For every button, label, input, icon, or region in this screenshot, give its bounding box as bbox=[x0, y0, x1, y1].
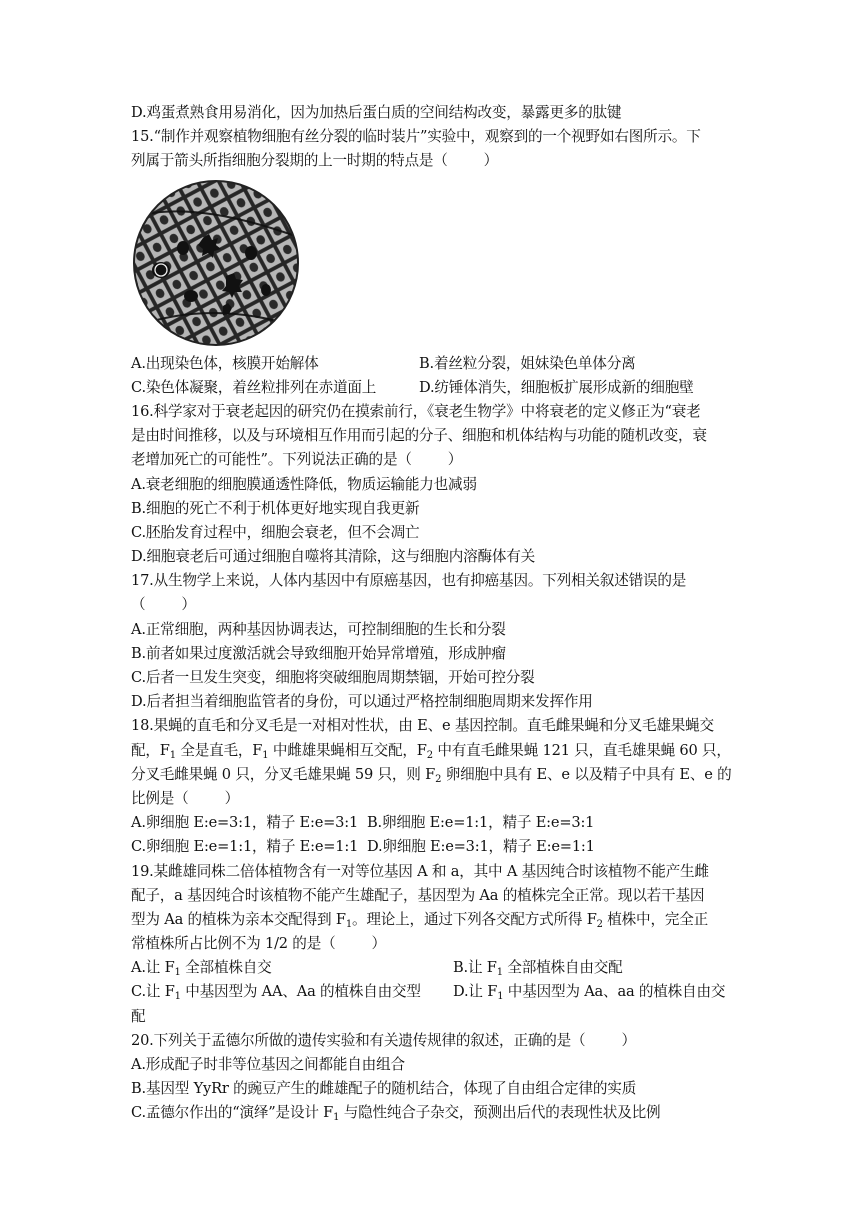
q16-stem: 16.科学家对于衰老起因的研究仍在摸索前行，《衰老生物学》中将衰老的定义修正为“衰老 bbox=[131, 402, 701, 420]
q19-option-a[interactable]: A.让 $F_1$ 全部植株自交 bbox=[131, 959, 272, 979]
q18-stem-cont3: 比例是（ ） bbox=[131, 789, 239, 807]
q15-stem: 15.“制作并观察植物细胞有丝分裂的临时装片”实验中，观察到的一个视野如右图所示。下 bbox=[131, 128, 701, 146]
q17-stem-cont: （ ） bbox=[131, 596, 196, 614]
q15-option-c[interactable]: C.染色体凝聚，着丝粒排列在赤道面上 bbox=[131, 378, 377, 396]
q19-options-row1 bbox=[131, 956, 737, 980]
q17-option-b[interactable]: B.前者如果过度激活就会导致细胞开始异常增殖，形成肿瘤 bbox=[131, 644, 506, 662]
q18-option-d[interactable]: D.卵细胞 E:e=3:1，精子 E:e=1:1 bbox=[367, 838, 595, 856]
q20-option-c[interactable]: C.孟德尔作出的“演绎”是设计 $F_1$ 与隐性纯合子杂交，预测出后代的表现性状及比例 bbox=[131, 1104, 661, 1124]
q15-options-row2 bbox=[131, 376, 737, 400]
q18-options-row1 bbox=[131, 811, 737, 835]
q16-stem-cont2: 老增加死亡的可能性”。下列说法正确的是（ ） bbox=[131, 451, 463, 469]
q18-stem-cont: 配，$F_1$ 全是直毛，$F_1$ 中雌雄果蝇相互交配，$F_2$ 中有直毛雌果蝇 121 只，直毛雄果蝇 60 只， bbox=[131, 741, 731, 761]
q16-option-b[interactable]: B.细胞的死亡不利于机体更好地实现自我更新 bbox=[131, 499, 420, 517]
microscope-view-figure bbox=[131, 178, 301, 348]
q18-options-row2 bbox=[131, 835, 737, 859]
q18-option-c[interactable]: C.卵细胞 E:e=1:1，精子 E:e=1:1 bbox=[131, 838, 359, 856]
q16-stem-cont: 是由时间推移，以及与环境相互作用而引起的分子、细胞和机体结构与功能的随机改变，衰 bbox=[131, 427, 707, 445]
q19-stem-cont2: 型为 Aa 的植株为亲本交配得到 $F_1$。理论上，通过下列各交配方式所得 $F_2$ 植株中，完全正 bbox=[131, 910, 709, 930]
q19-option-b[interactable]: B.让 $F_1$ 全部植株自由交配 bbox=[453, 959, 623, 979]
q16-option-c[interactable]: C.胚胎发育过程中，细胞会衰老，但不会凋亡 bbox=[131, 523, 420, 541]
q19-stem-cont: 配子，a 基因纯合时该植物不能产生雄配子，基因型为 Aa 的植株完全正常。现以若干基因 bbox=[131, 886, 705, 904]
q15-option-b[interactable]: B.着丝粒分裂，姐妹染色单体分离 bbox=[419, 354, 636, 372]
question-content bbox=[131, 101, 737, 1126]
q15-options-row1 bbox=[131, 352, 737, 376]
q18-stem-cont2: 分叉毛雌果蝇 0 只，分叉毛雄果蝇 59 只，则 $F_2$ 卵细胞中具有 E、e 以及精子中具有 E、e 的 bbox=[131, 765, 732, 785]
q17-option-d[interactable]: D.后者担当着细胞监管者的身份，可以通过严格控制细胞周期来发挥作用 bbox=[131, 693, 593, 711]
q19-stem-cont3: 常植株所占比例不为 1/2 的是（ ） bbox=[131, 935, 386, 953]
q20-option-a[interactable]: A.形成配子时非等位基因之间都能自由组合 bbox=[131, 1056, 405, 1073]
q19-option-d[interactable]: D.让 $F_1$ 中基因型为 Aa、aa 的植株自由交 bbox=[453, 983, 726, 1003]
q19-option-d-cont: 配 bbox=[131, 1007, 146, 1025]
q16-option-a[interactable]: A.衰老细胞的细胞膜通透性降低，物质运输能力也减弱 bbox=[131, 475, 477, 493]
q16-option-d[interactable]: D.细胞衰老后可通过细胞自噬将其清除，这与细胞内溶酶体有关 bbox=[131, 548, 536, 566]
q20-option-b[interactable]: B.基因型 YyRr 的豌豆产生的雌雄配子的随机结合，体现了自由组合定律的实质 bbox=[131, 1080, 637, 1098]
q17-option-c[interactable]: C.后者一旦发生突变，细胞将突破细胞周期禁锢，开始可控分裂 bbox=[131, 669, 535, 686]
q18-stem: 18.果蝇的直毛和分叉毛是一对相对性状，由 E、e 基因控制。直毛雌果蝇和分叉毛雄果蝇交 bbox=[131, 717, 714, 735]
q18-option-a[interactable]: A.卵细胞 E:e=3:1，精子 E:e=3:1 bbox=[131, 814, 359, 832]
q19-stem: 19.某雌雄同株二倍体植物含有一对等位基因 A 和 a，其中 A 基因纯合时该植物不能产生雌 bbox=[131, 862, 709, 880]
q14-option-d: D.鸡蛋煮熟食用易消化，因为加热后蛋白质的空间结构改变，暴露更多的肽键 bbox=[131, 104, 622, 121]
q15-option-a[interactable]: A.出现染色体，核膜开始解体 bbox=[131, 354, 319, 372]
q19-option-c[interactable]: C.让 $F_1$ 中基因型为 AA、Aa 的植株自由交型 bbox=[131, 983, 421, 1003]
q19-options-row2 bbox=[131, 980, 737, 1004]
q20-stem: 20.下列关于孟德尔所做的遗传实验和有关遗传规律的叙述，正确的是（ ） bbox=[131, 1031, 636, 1049]
q18-option-b[interactable]: B.卵细胞 E:e=1:1，精子 E:e=3:1 bbox=[367, 814, 595, 832]
q17-option-a[interactable]: A.正常细胞，两种基因协调表达，可控制细胞的生长和分裂 bbox=[131, 620, 506, 638]
q15-option-d[interactable]: D.纺锤体消失，细胞板扩展形成新的细胞壁 bbox=[419, 378, 694, 396]
q17-stem: 17.从生物学上来说，人体内基因中有原癌基因，也有抑癌基因。下列相关叙述错误的是 bbox=[131, 572, 687, 590]
q15-stem-cont: 列属于箭头所指细胞分裂期的上一时期的特点是（ ） bbox=[131, 152, 499, 170]
